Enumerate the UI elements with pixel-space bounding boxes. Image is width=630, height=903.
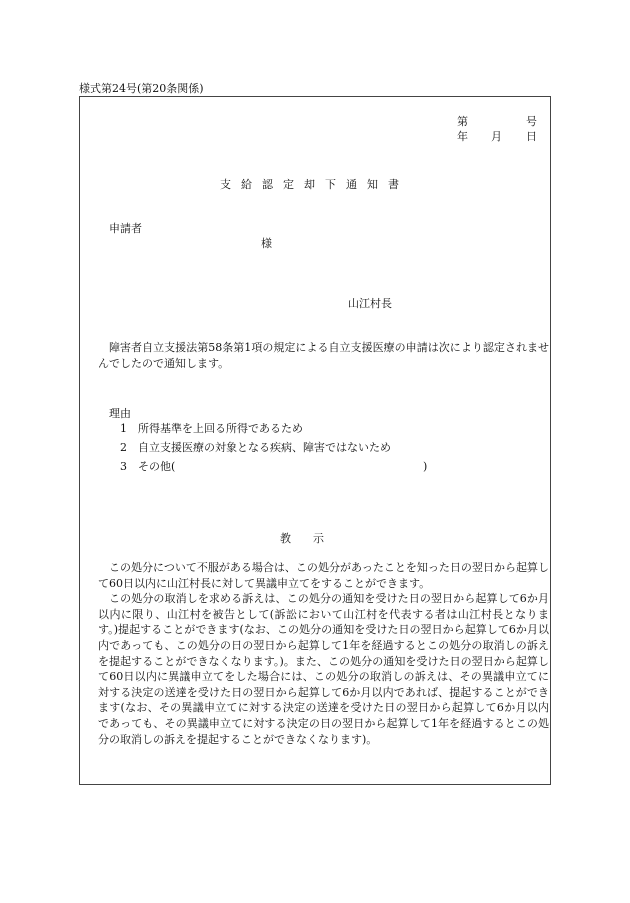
date-year: 年 (457, 130, 468, 143)
instruction-body: この処分について不服がある場合は、この処分があったことを知った日の翌日から起算して60日以内に山江村長に対して異議申立てをすることができます。 この処分の取消しを求める訴えは、この処分の通知を受けた日の翌日から起算して6か月以内に限り、山江村を被告として(訴訟において山江村を代表する者は山江村長となります。)提起することができます(なお、この処分の通知を受けた日の翌日から起算して6か月以内であっても、この処分の日の翌日から起算して1年を経過するとこの処分の取消しの訴えを提起することができなくなります。)。また、この処分の通知を受けた日の翌日から起算して60日以内に異議申立てをした場合には、この処分の取消しの訴えは、その異議申立てに対する決定の送達を受けた日の翌日から起算して6か月以内であれば、提起することができます(なお、その異議申立てに対する決定の送達を受けた日の翌日から起算して6か月以内であっても、その異議申立てに対する決定の日の翌日から起算して1年を経過するとこの処分の取消しの訴えを提起することができなくなります)。 (98, 561, 549, 746)
form-number-label: 様式第24号(第20条関係) (79, 82, 204, 95)
reason-heading: 理由 (109, 407, 131, 420)
recipient-honorific: 様 (261, 237, 272, 250)
notice-frame (79, 96, 551, 785)
reason-2-number: 2 (120, 441, 127, 454)
doc-number-suffix: 号 (526, 115, 537, 128)
notice-body: 障害者自立支援法第58条第1項の規定による自立支援医療の申請は次により認定されませんでしたので通知します。 (98, 341, 549, 370)
reason-1-text: 所得基準を上回る所得であるため (138, 422, 303, 435)
date-month: 月 (491, 130, 502, 143)
instruction-heading: 教 示 (280, 532, 324, 545)
reason-3-number: 3 (120, 460, 127, 473)
applicant-label: 申請者 (109, 222, 142, 235)
reason-3-close-paren: ) (423, 460, 428, 473)
date-day: 日 (526, 130, 537, 143)
issuer-name: 山江村長 (348, 297, 392, 310)
reason-2-text: 自立支援医療の対象となる疾病、障害ではないため (138, 441, 391, 454)
reason-1-number: 1 (120, 422, 127, 435)
reason-3-text: その他( (138, 460, 176, 473)
doc-number-prefix: 第 (457, 115, 468, 128)
document-title: 支給認定却下通知書 (220, 178, 409, 191)
